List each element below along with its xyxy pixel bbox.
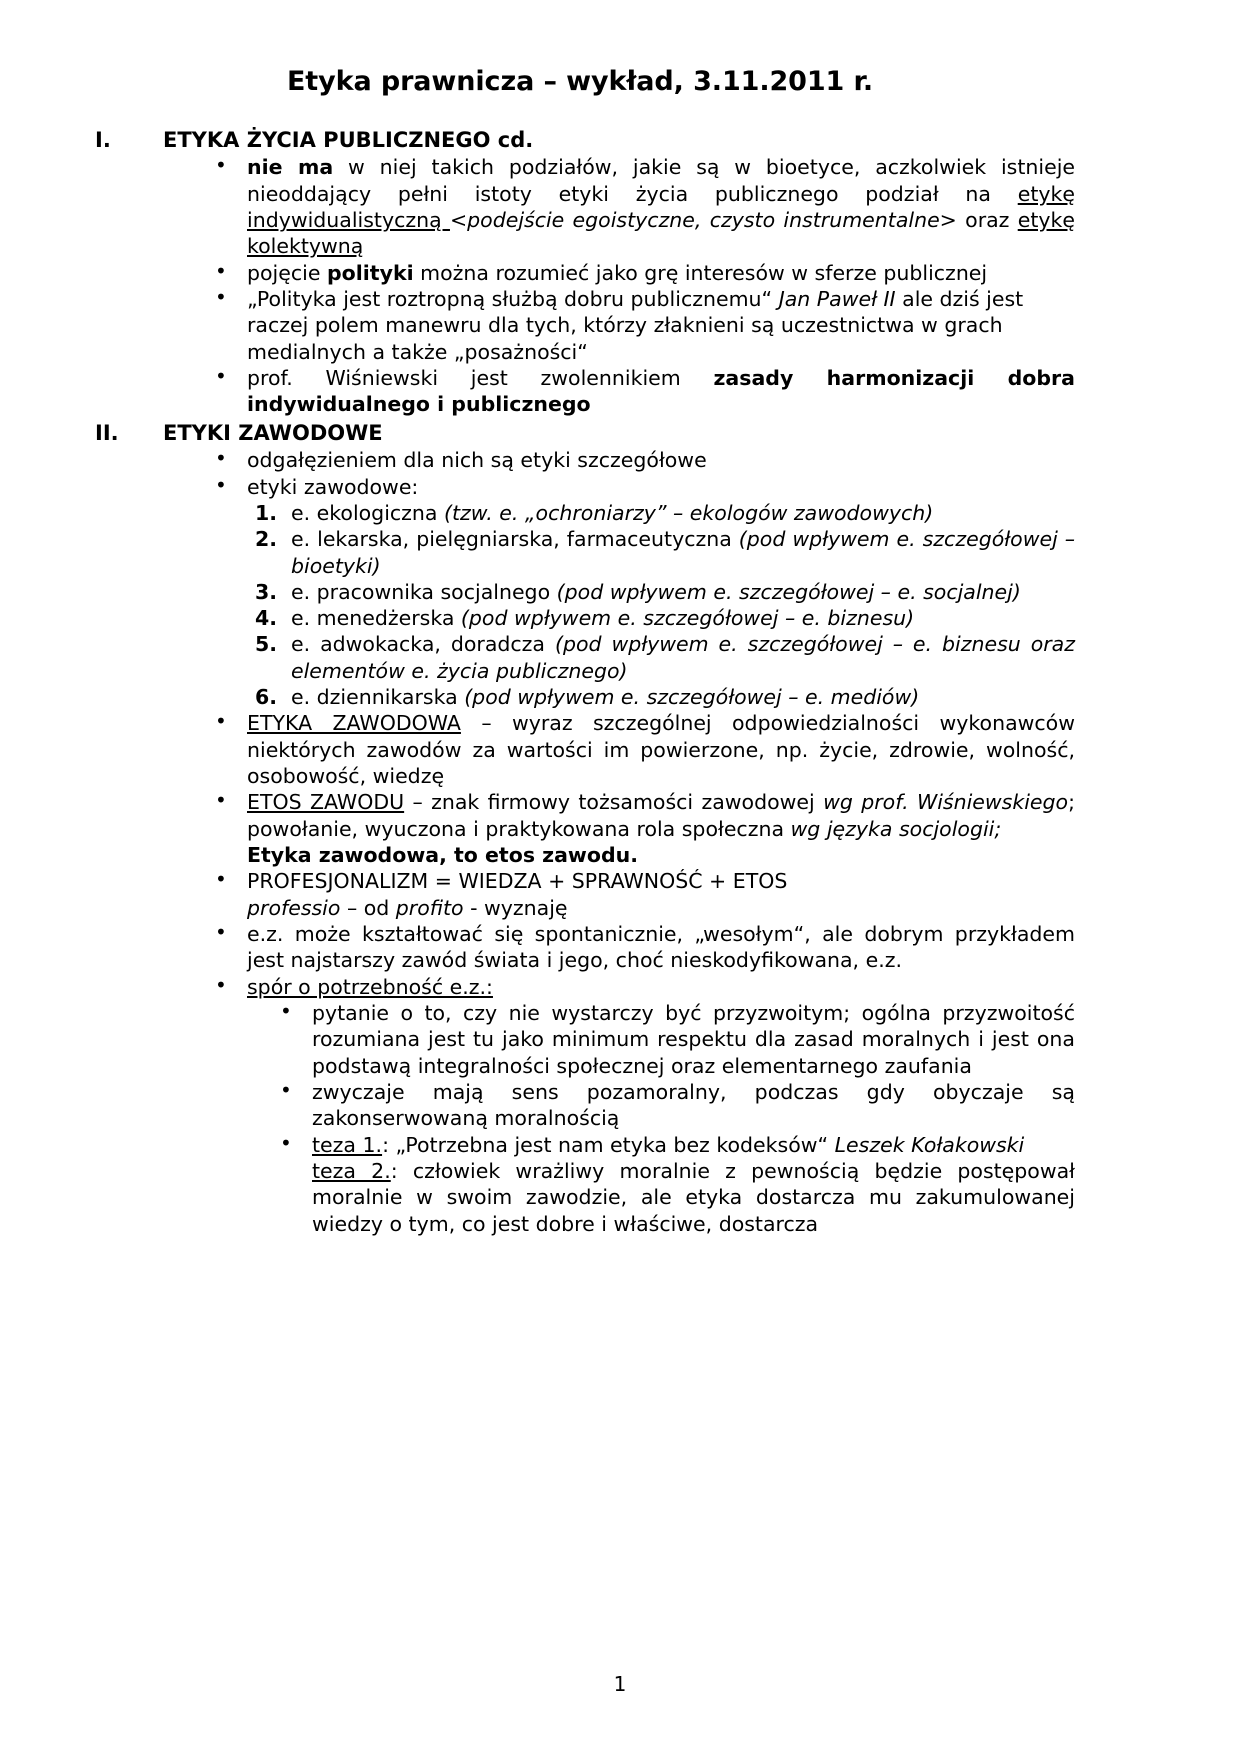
list-item: • prof. Wiśniewski jest zwolennikiem zasady harmonizacji dobra indywidualnego i publicznego <box>205 365 1075 418</box>
section-heading-1 <box>95 127 1075 153</box>
list-item: • pojęcie polityki można rozumieć jako grę interesów w sferze publicznej <box>205 260 1075 286</box>
list-item: e. adwokacka, doradcza (pod wpływem e. szczegółowej – e. biznesu oraz elementów e. życia publicznego) <box>291 632 1075 683</box>
professional-ethics-numbered-list <box>95 500 1075 711</box>
list-item: e. pracownika socjalnego (pod wpływem e. szczegółowej – e. socjalnej) <box>291 579 1021 604</box>
list-item: • „Polityka jest roztropną służbą dobru publicznemu“ Jan Paweł II ale dziś jest raczej polem manewru dla tych, którzy złaknieni są uczestnictwa w grach medialnych a także „posażności“ <box>205 286 1075 365</box>
list-item: • ETYKA ZAWODOWA – wyraz szczególnej odpowiedzialności wykonawców niektórych zawodów za wartości im powierzone, np. życie, zdrowie, wolność, osobowość, wiedzę <box>205 710 1075 789</box>
list-item: • ETOS ZAWODU – znak firmowy tożsamości zawodowej wg prof. Wiśniewskiego; powołanie, wyuczona i praktykowana rola społeczna wg języka socjologii; Etyka zawodowa, to etos zawodu. <box>205 789 1075 868</box>
list-item: e. lekarska, pielęgniarska, farmaceutyczna (pod wpływem e. szczegółowej – bioetyki) <box>291 527 1076 578</box>
section-marker-2: II. <box>95 420 119 445</box>
section-2-bullet-list <box>95 447 1075 500</box>
dispute-sub-bullet-list <box>95 1000 1075 1237</box>
list-item: e. dziennikarska (pod wpływem e. szczegółowej – e. mediów) <box>291 685 920 710</box>
page-number: 1 <box>613 1672 627 1696</box>
list-item: • e.z. może kształtować się spontanicznie, „wesołym“, ale dobrym przykładem jest najstarszy zawód świata i jego, choć nieskodyfikowana, e.z. <box>205 921 1075 974</box>
section-heading-2 <box>95 420 1075 446</box>
section-title-1: ETYKA ŻYCIA PUBLICZNEGO cd. <box>163 128 534 152</box>
section-marker-1: I. <box>95 128 111 152</box>
list-item: e. menedżerska (pod wpływem e. szczegółowej – e. biznesu) <box>291 606 915 631</box>
definitions-bullet-list <box>95 710 1075 1000</box>
list-item: • nie ma w niej takich podziałów, jakie są w bioetyce, aczkolwiek istnieje nieoddający pełni istoty etyki życia publicznego podział na etykę indywidualistyczną <podejście egoistyczne, czysto instrumentalne> oraz etykę kolektywną <box>205 154 1075 259</box>
list-item: e. ekologiczna (tzw. e. „ochroniarzy” – ekologów zawodowych) <box>291 500 934 525</box>
list-item: • etyki zawodowe: <box>205 474 1075 500</box>
list-item: • zwyczaje mają sens pozamoralny, podczas gdy obyczaje są zakonserwowaną moralnością <box>270 1079 1075 1132</box>
list-item: • odgałęzieniem dla nich są etyki szczegółowe <box>205 447 1075 473</box>
list-item: • spór o potrzebność e.z.: <box>205 974 1075 1000</box>
section-1-bullet-list <box>95 154 1075 417</box>
section-title-2: ETYKI ZAWODOWE <box>163 420 383 445</box>
page-title: Etyka prawnicza – wykład, 3.11.2011 r. <box>286 66 874 97</box>
list-item: • PROFESJONALIZM = WIEDZA + SPRAWNOŚĆ + ETOS professio – od profito - wyznaję <box>205 868 1075 921</box>
list-item: • teza 1.: „Potrzebna jest nam etyka bez kodeksów“ Leszek Kołakowski teza 2.: człowiek wrażliwy moralnie z pewnością będzie postępował moralnie w swoim zawodzie, ale etyka dostarcza mu zakumulowanej wiedzy o tym, co jest dobre i właściwe, dostarcza <box>270 1132 1075 1237</box>
list-item: • pytanie o to, czy nie wystarczy być przyzwoitym; ogólna przyzwoitość rozumiana jest tu jako minimum respektu dla zasad moralnych i jest ona podstawą integralności społecznej oraz elementarnego zaufania <box>270 1000 1075 1079</box>
